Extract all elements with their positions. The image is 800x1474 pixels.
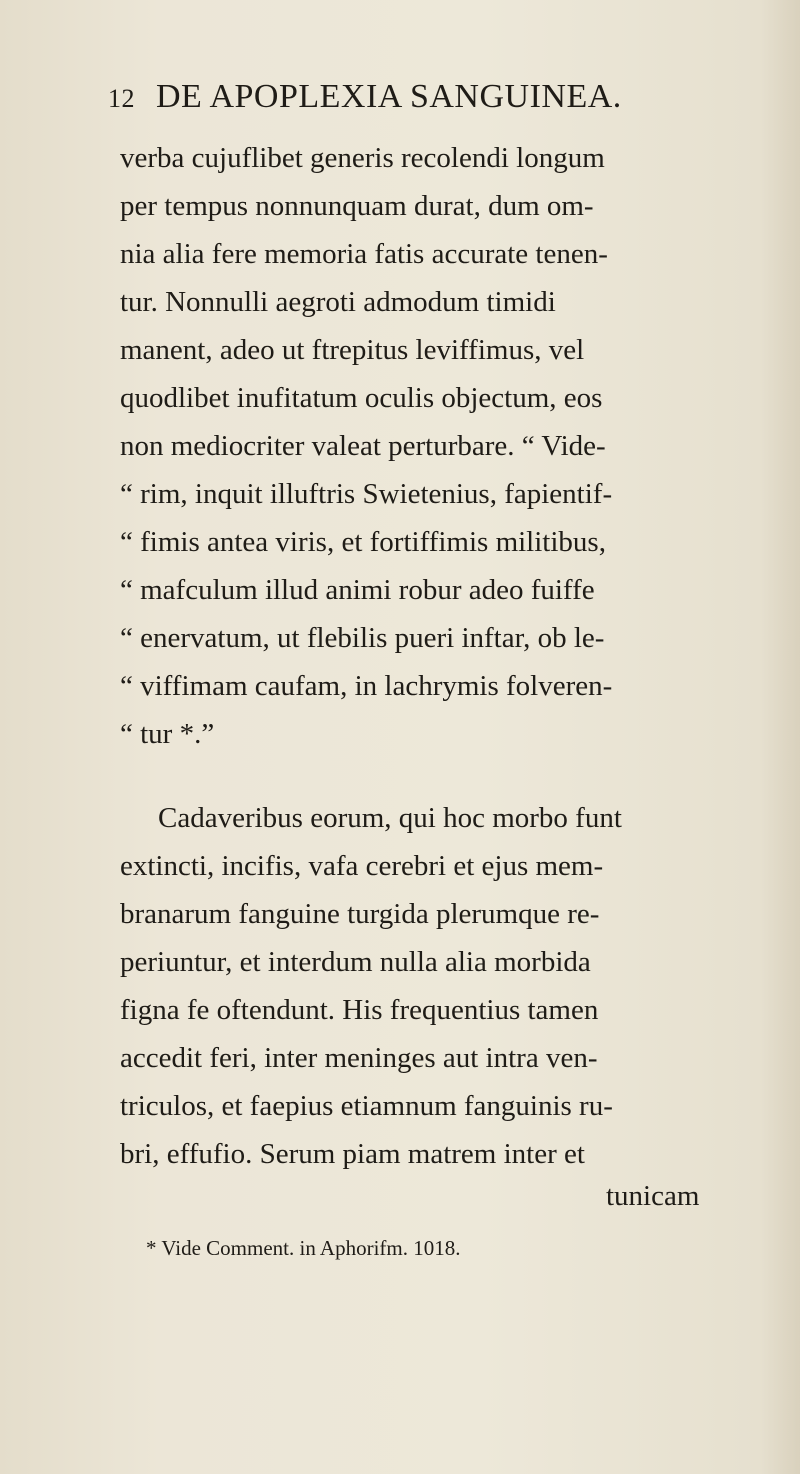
text-line: nia alia fere memoria fatis accurate tenen- <box>120 238 608 270</box>
text-line: branarum fanguine turgida plerumque re- <box>120 898 600 930</box>
text-line: quodlibet inufitatum oculis objectum, eos <box>120 382 603 414</box>
quote-line: “ viffimam caufam, in lachrymis folveren- <box>120 670 613 702</box>
text-line: non mediocriter valeat perturbare. “ Vide- <box>120 430 606 462</box>
text-line: verba cujuflibet generis recolendi longum <box>120 142 605 174</box>
text-line: manent, adeo ut ftrepitus leviffimus, vel <box>120 334 585 366</box>
text-line: triculos, et faepius etiamnum fanguinis ru- <box>120 1090 613 1122</box>
quote-line: “ mafculum illud animi robur adeo fuiffe <box>120 574 595 606</box>
text-line: Cadaveribus eorum, qui hoc morbo funt <box>158 802 622 834</box>
quote-line: “ enervatum, ut flebilis pueri inftar, ob le- <box>120 622 605 654</box>
quote-line: “ tur *.” <box>120 718 215 750</box>
text-line: accedit feri, inter meninges aut intra ven- <box>120 1042 598 1074</box>
text-line: extincti, incifis, vafa cerebri et ejus mem- <box>120 850 604 882</box>
running-title: DE APOPLEXIA SANGUINEA. <box>156 78 622 115</box>
text-line: bri, effufio. Serum piam matrem inter et <box>120 1138 585 1170</box>
quote-line: “ fimis antea viris, et fortiffimis militibus, <box>120 526 606 558</box>
quote-line: “ rim, inquit illuftris Swietenius, fapientif- <box>120 478 613 510</box>
text-line: figna fe oftendunt. His frequentius tamen <box>120 994 599 1026</box>
footnote: * Vide Comment. in Aphorifm. 1018. <box>146 1236 461 1260</box>
page-header <box>108 78 622 116</box>
text-line: periuntur, et interdum nulla alia morbida <box>120 946 591 978</box>
page-number: 12 <box>108 84 135 113</box>
text-line: tur. Nonnulli aegroti admodum timidi <box>120 286 556 318</box>
text-line: per tempus nonnunquam durat, dum om- <box>120 190 594 222</box>
catchword: tunicam <box>606 1180 700 1212</box>
